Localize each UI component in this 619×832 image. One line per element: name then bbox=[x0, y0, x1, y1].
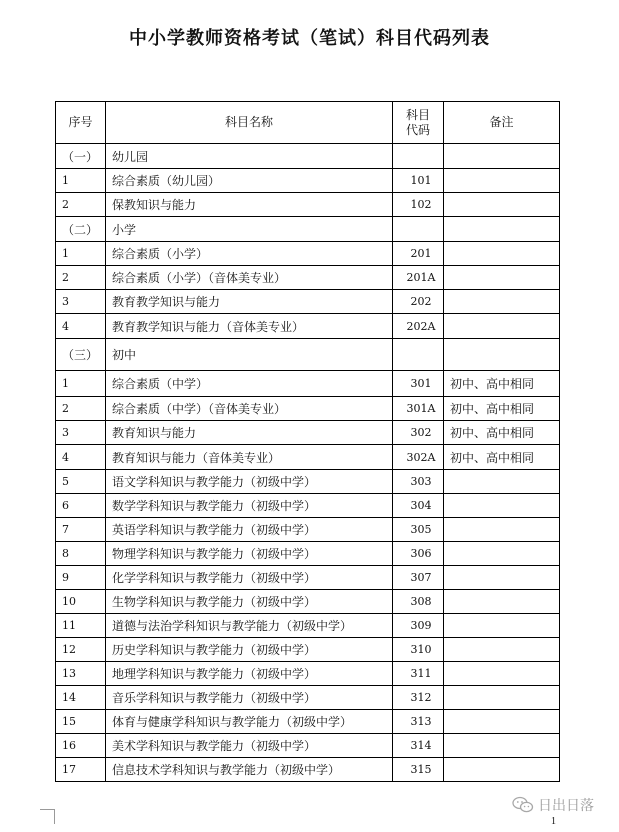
row-note bbox=[444, 662, 560, 686]
table-body bbox=[56, 144, 560, 782]
table-row bbox=[56, 638, 560, 662]
table-row bbox=[56, 734, 560, 758]
table-row bbox=[56, 421, 560, 445]
row-name: 综合素质（幼儿园） bbox=[106, 169, 393, 193]
row-no: 11 bbox=[56, 614, 106, 638]
page-corner-mark bbox=[40, 809, 55, 824]
table-row bbox=[56, 371, 560, 397]
row-code: 301A bbox=[393, 397, 444, 421]
table-row bbox=[56, 169, 560, 193]
row-note bbox=[444, 339, 560, 371]
header-note: 备注 bbox=[444, 102, 560, 144]
row-name: 综合素质（中学） bbox=[106, 371, 393, 397]
row-name: 保教知识与能力 bbox=[106, 193, 393, 217]
row-code: 315 bbox=[393, 758, 444, 782]
watermark bbox=[512, 794, 594, 816]
row-no: 13 bbox=[56, 662, 106, 686]
row-name: 音乐学科知识与教学能力（初级中学） bbox=[106, 686, 393, 710]
row-name: 数学学科知识与教学能力（初级中学） bbox=[106, 494, 393, 518]
row-code bbox=[393, 217, 444, 242]
table-row bbox=[56, 290, 560, 314]
row-no: 12 bbox=[56, 638, 106, 662]
row-code: 304 bbox=[393, 494, 444, 518]
row-code: 202 bbox=[393, 290, 444, 314]
row-note bbox=[444, 290, 560, 314]
row-note bbox=[444, 518, 560, 542]
row-note bbox=[444, 494, 560, 518]
table-row bbox=[56, 758, 560, 782]
row-code: 309 bbox=[393, 614, 444, 638]
table-row bbox=[56, 590, 560, 614]
row-no: 14 bbox=[56, 686, 106, 710]
section-row bbox=[56, 339, 560, 371]
page-number: 1 bbox=[551, 816, 556, 827]
row-name: 道德与法治学科知识与教学能力（初级中学） bbox=[106, 614, 393, 638]
row-note bbox=[444, 169, 560, 193]
header-code-line1: 科目 bbox=[405, 107, 430, 122]
row-code: 201A bbox=[393, 266, 444, 290]
watermark-text: 日出日落 bbox=[538, 798, 594, 814]
table-row bbox=[56, 518, 560, 542]
row-no: 17 bbox=[56, 758, 106, 782]
row-code: 313 bbox=[393, 710, 444, 734]
row-no: 9 bbox=[56, 566, 106, 590]
row-note: 初中、高中相同 bbox=[444, 397, 560, 421]
row-code: 307 bbox=[393, 566, 444, 590]
table-row bbox=[56, 445, 560, 470]
subject-code-table bbox=[55, 101, 560, 782]
row-code: 314 bbox=[393, 734, 444, 758]
row-name: 历史学科知识与教学能力（初级中学） bbox=[106, 638, 393, 662]
row-name: 英语学科知识与教学能力（初级中学） bbox=[106, 518, 393, 542]
row-code: 306 bbox=[393, 542, 444, 566]
row-code: 308 bbox=[393, 590, 444, 614]
row-no: 2 bbox=[56, 193, 106, 217]
table-row bbox=[56, 193, 560, 217]
wechat-icon bbox=[512, 796, 534, 814]
row-no: 8 bbox=[56, 542, 106, 566]
row-no: 5 bbox=[56, 470, 106, 494]
row-note bbox=[444, 266, 560, 290]
row-no: 1 bbox=[56, 169, 106, 193]
row-note bbox=[444, 758, 560, 782]
row-no: 3 bbox=[56, 290, 106, 314]
row-no: 1 bbox=[56, 242, 106, 266]
table-row bbox=[56, 542, 560, 566]
table-header-row bbox=[56, 102, 560, 144]
row-code: 312 bbox=[393, 686, 444, 710]
table-row bbox=[56, 614, 560, 638]
row-code: 302 bbox=[393, 421, 444, 445]
row-note bbox=[444, 144, 560, 169]
table-row bbox=[56, 662, 560, 686]
row-note bbox=[444, 470, 560, 494]
table-row bbox=[56, 242, 560, 266]
row-code: 302A bbox=[393, 445, 444, 470]
header-name: 科目名称 bbox=[106, 102, 393, 144]
header-code bbox=[393, 102, 444, 144]
row-no: 6 bbox=[56, 494, 106, 518]
row-note bbox=[444, 242, 560, 266]
row-code bbox=[393, 339, 444, 371]
row-name: 信息技术学科知识与教学能力（初级中学） bbox=[106, 758, 393, 782]
row-code: 303 bbox=[393, 470, 444, 494]
section-row bbox=[56, 217, 560, 242]
row-name: 初中 bbox=[106, 339, 393, 371]
row-code: 202A bbox=[393, 314, 444, 339]
row-name: 化学学科知识与教学能力（初级中学） bbox=[106, 566, 393, 590]
table-row bbox=[56, 686, 560, 710]
table-row bbox=[56, 470, 560, 494]
row-no: （一） bbox=[56, 144, 106, 169]
row-name: 综合素质（中学）（音体美专业） bbox=[106, 397, 393, 421]
table-row bbox=[56, 710, 560, 734]
row-code: 102 bbox=[393, 193, 444, 217]
row-note bbox=[444, 193, 560, 217]
row-note bbox=[444, 542, 560, 566]
row-name: 综合素质（小学） bbox=[106, 242, 393, 266]
table-row bbox=[56, 397, 560, 421]
row-note bbox=[444, 590, 560, 614]
row-name: 地理学科知识与教学能力（初级中学） bbox=[106, 662, 393, 686]
header-code-line2: 代码 bbox=[405, 122, 430, 137]
table-row bbox=[56, 566, 560, 590]
row-no: 2 bbox=[56, 397, 106, 421]
row-name: 生物学科知识与教学能力（初级中学） bbox=[106, 590, 393, 614]
row-no: 3 bbox=[56, 421, 106, 445]
row-code: 305 bbox=[393, 518, 444, 542]
row-note bbox=[444, 686, 560, 710]
row-name: 教育知识与能力（音体美专业） bbox=[106, 445, 393, 470]
row-note bbox=[444, 314, 560, 339]
table-row bbox=[56, 266, 560, 290]
row-code: 310 bbox=[393, 638, 444, 662]
row-name: 幼儿园 bbox=[106, 144, 393, 169]
row-no: 10 bbox=[56, 590, 106, 614]
row-note: 初中、高中相同 bbox=[444, 421, 560, 445]
row-name: 物理学科知识与教学能力（初级中学） bbox=[106, 542, 393, 566]
row-code bbox=[393, 144, 444, 169]
row-no: （二） bbox=[56, 217, 106, 242]
row-note bbox=[444, 566, 560, 590]
row-code: 301 bbox=[393, 371, 444, 397]
row-no: （三） bbox=[56, 339, 106, 371]
row-name: 教育知识与能力 bbox=[106, 421, 393, 445]
header-no: 序号 bbox=[56, 102, 106, 144]
row-note bbox=[444, 614, 560, 638]
row-name: 教育教学知识与能力 bbox=[106, 290, 393, 314]
table-row bbox=[56, 314, 560, 339]
row-no: 4 bbox=[56, 445, 106, 470]
row-name: 综合素质（小学）（音体美专业） bbox=[106, 266, 393, 290]
row-no: 16 bbox=[56, 734, 106, 758]
row-code: 101 bbox=[393, 169, 444, 193]
row-note: 初中、高中相同 bbox=[444, 371, 560, 397]
section-row bbox=[56, 144, 560, 169]
row-note bbox=[444, 734, 560, 758]
document-title: 中小学教师资格考试（笔试）科目代码列表 bbox=[129, 28, 490, 49]
table-row bbox=[56, 494, 560, 518]
row-no: 7 bbox=[56, 518, 106, 542]
row-no: 2 bbox=[56, 266, 106, 290]
row-code: 311 bbox=[393, 662, 444, 686]
row-no: 15 bbox=[56, 710, 106, 734]
row-note bbox=[444, 638, 560, 662]
row-name: 小学 bbox=[106, 217, 393, 242]
row-code: 201 bbox=[393, 242, 444, 266]
row-name: 美术学科知识与教学能力（初级中学） bbox=[106, 734, 393, 758]
row-note bbox=[444, 710, 560, 734]
row-no: 4 bbox=[56, 314, 106, 339]
row-note: 初中、高中相同 bbox=[444, 445, 560, 470]
row-name: 语文学科知识与教学能力（初级中学） bbox=[106, 470, 393, 494]
row-note bbox=[444, 217, 560, 242]
row-no: 1 bbox=[56, 371, 106, 397]
row-name: 体育与健康学科知识与教学能力（初级中学） bbox=[106, 710, 393, 734]
row-name: 教育教学知识与能力（音体美专业） bbox=[106, 314, 393, 339]
